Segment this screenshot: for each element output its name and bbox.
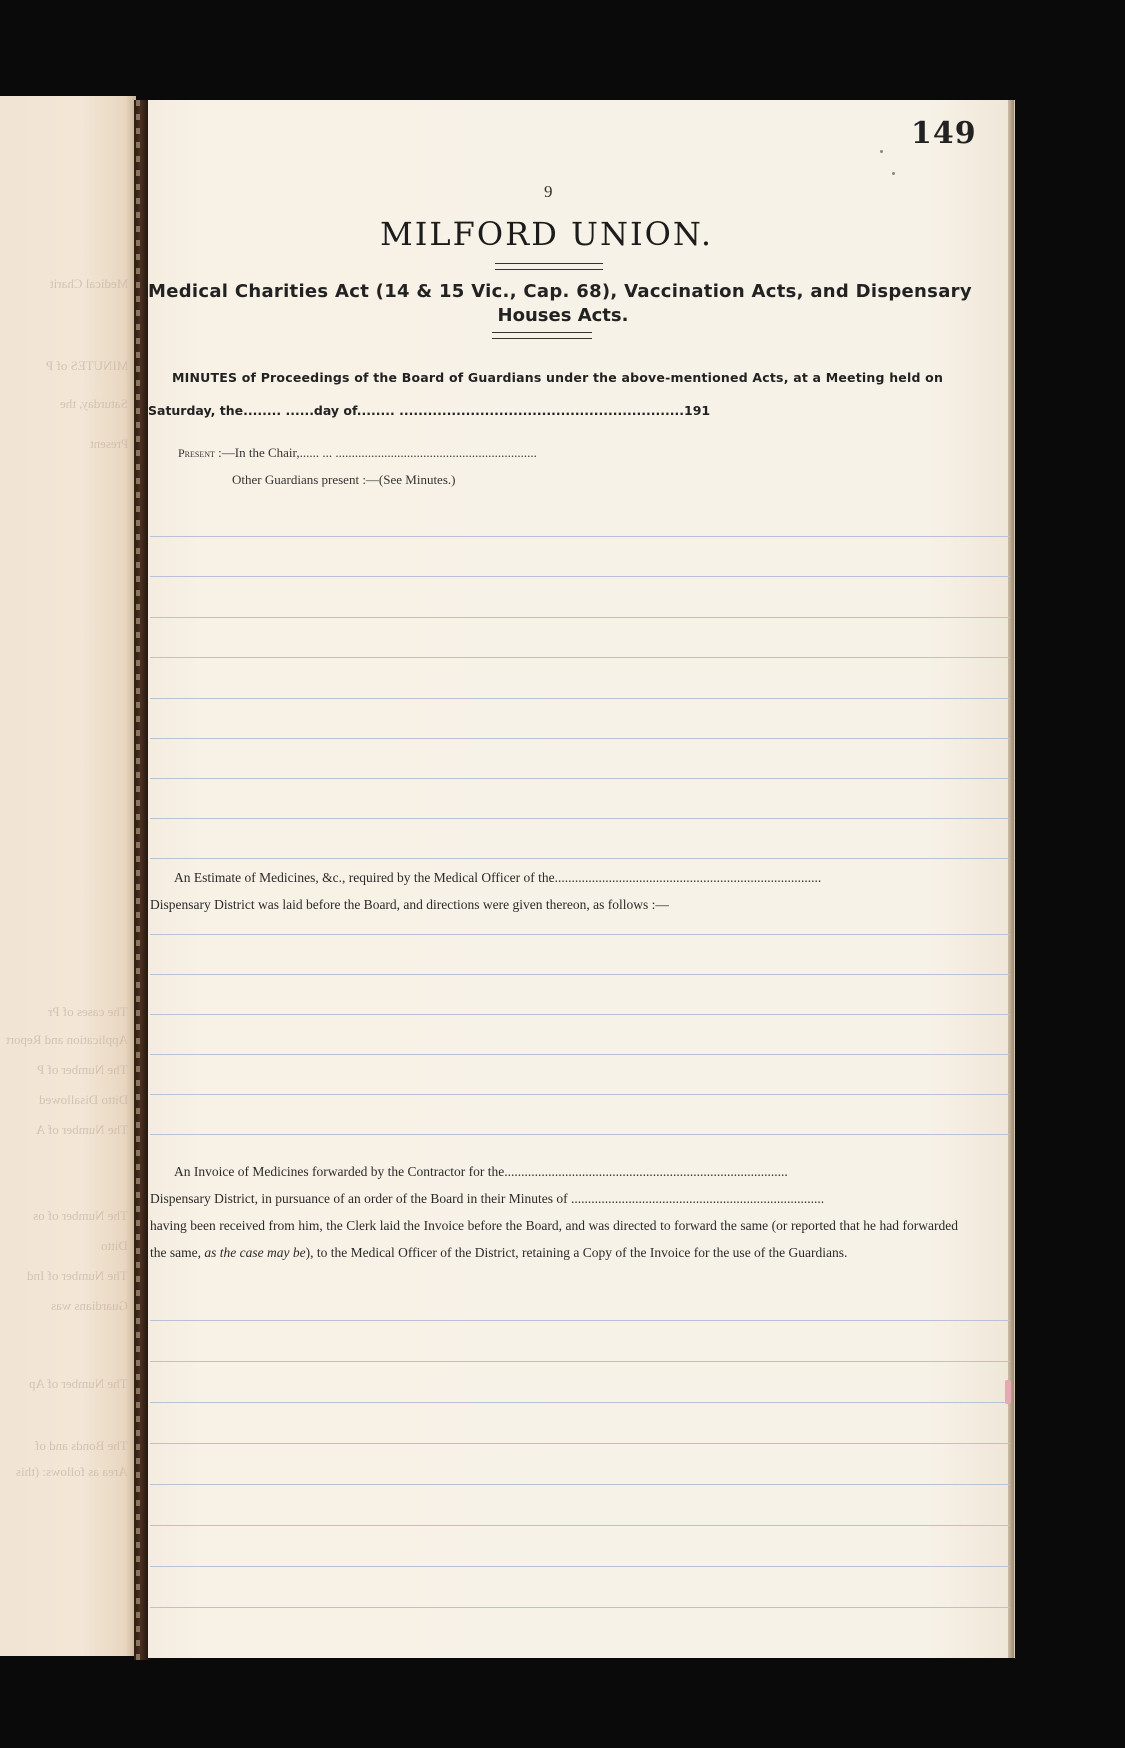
estimate-line-1: An Estimate of Medicines, &c., required by the Medical Officer of the............................................................................... bbox=[174, 870, 822, 885]
acts-title bbox=[148, 280, 978, 328]
ruled-line bbox=[150, 1402, 1010, 1403]
ruled-line bbox=[150, 778, 1010, 779]
ruled-line bbox=[150, 1320, 1010, 1321]
ruled-line bbox=[150, 1014, 1010, 1015]
invoice-body-text: ), to the Medical Officer of the District, retaining a Copy of the Invoice for the use of the Guardians. bbox=[305, 1245, 848, 1260]
ruled-line bbox=[150, 1607, 1010, 1608]
meeting-date-line: Saturday, the........ ......day of........ ............................................................191 bbox=[148, 403, 711, 418]
ghost-text: MINUTES of P bbox=[45, 358, 128, 373]
ruled-line bbox=[150, 974, 1010, 975]
invoice-body bbox=[150, 1212, 958, 1266]
ruled-line bbox=[150, 934, 1010, 935]
ruled-line bbox=[150, 1566, 1010, 1567]
ghost-text: Application and Report bbox=[5, 1032, 128, 1047]
ruled-line bbox=[150, 1525, 1010, 1526]
invoice-line-1: An Invoice of Medicines forwarded by the Contractor for the.................................................................................... bbox=[174, 1164, 788, 1179]
ruled-line bbox=[150, 617, 1010, 618]
binding-thread bbox=[136, 100, 140, 1660]
present-rest: :—In the Chair,...... ... .............................................................. bbox=[214, 445, 537, 460]
other-guardians-line: Other Guardians present :—(See Minutes.) bbox=[232, 472, 456, 487]
ghost-text: Ditto Disallowed bbox=[38, 1092, 128, 1107]
invoice-line-2: Dispensary District, in pursuance of an order of the Board in their Minutes of ........................................................................... bbox=[150, 1191, 825, 1206]
left-facing-page bbox=[0, 96, 136, 1656]
ruled-line bbox=[150, 818, 1010, 819]
ruled-line bbox=[150, 536, 1010, 537]
invoice-paragraph bbox=[150, 1158, 958, 1266]
ruled-line bbox=[150, 858, 1010, 859]
ghost-text: Area as follows: (this bbox=[16, 1464, 128, 1479]
ink-speck bbox=[892, 172, 895, 175]
ghost-text: Present bbox=[89, 436, 128, 451]
ghost-text: The Number of Ind bbox=[27, 1268, 128, 1283]
double-rule bbox=[492, 332, 592, 339]
present-line bbox=[178, 445, 537, 461]
minutes-intro: MINUTES of Proceedings of the Board of Guardians under the above-mentioned Acts, at a Meeting held on bbox=[172, 370, 944, 385]
page-tab-marker bbox=[1005, 1380, 1011, 1404]
union-title: MILFORD UNION. bbox=[380, 215, 713, 253]
ruled-line bbox=[150, 1484, 1010, 1485]
ghost-text: Guardians was bbox=[51, 1298, 128, 1313]
ruled-line bbox=[150, 576, 1010, 577]
ruled-line bbox=[150, 1054, 1010, 1055]
page-edge bbox=[1008, 100, 1014, 1658]
estimate-line-2: Dispensary District was laid before the Board, and directions were given thereon, as follows :— bbox=[150, 897, 669, 912]
ruled-line bbox=[150, 1094, 1010, 1095]
ruled-line bbox=[150, 738, 1010, 739]
ruled-line bbox=[150, 1443, 1010, 1444]
invoice-body-italic: as the case may be bbox=[204, 1245, 306, 1260]
ghost-text: The Number of Ap bbox=[29, 1376, 128, 1391]
ghost-text: The cases of Pr bbox=[48, 1004, 128, 1019]
present-label: Present bbox=[178, 446, 215, 460]
ghost-text: The Number of P bbox=[37, 1062, 128, 1077]
folio-number: 149 bbox=[911, 116, 977, 151]
ruled-line bbox=[150, 698, 1010, 699]
ruled-line bbox=[150, 1134, 1010, 1135]
ghost-text: Medical Charit bbox=[49, 276, 128, 291]
double-rule bbox=[495, 263, 603, 270]
ghost-text: The Number of A bbox=[35, 1122, 128, 1137]
ghost-text: The Number of os bbox=[33, 1208, 128, 1223]
ruled-line bbox=[150, 657, 1010, 658]
acts-title-line1: Medical Charities Act (14 & 15 Vic., Cap. 68), Vaccination Acts, and Dispensary bbox=[148, 281, 972, 302]
invoice-body-text: having been received from him, the Clerk laid the Invoice before the Board, and was directed to forward the same (or reported that he had forwarded the same, bbox=[150, 1218, 958, 1260]
ghost-text: Ditto bbox=[101, 1238, 128, 1253]
page-number: 9 bbox=[544, 182, 553, 201]
ink-speck bbox=[880, 150, 883, 153]
ghost-text: Saturday, the bbox=[60, 396, 128, 411]
ruled-line bbox=[150, 1361, 1010, 1362]
acts-title-line2: Houses Acts. bbox=[497, 305, 629, 326]
estimate-paragraph bbox=[150, 864, 958, 918]
ghost-text: The Bonds and of bbox=[35, 1438, 128, 1453]
